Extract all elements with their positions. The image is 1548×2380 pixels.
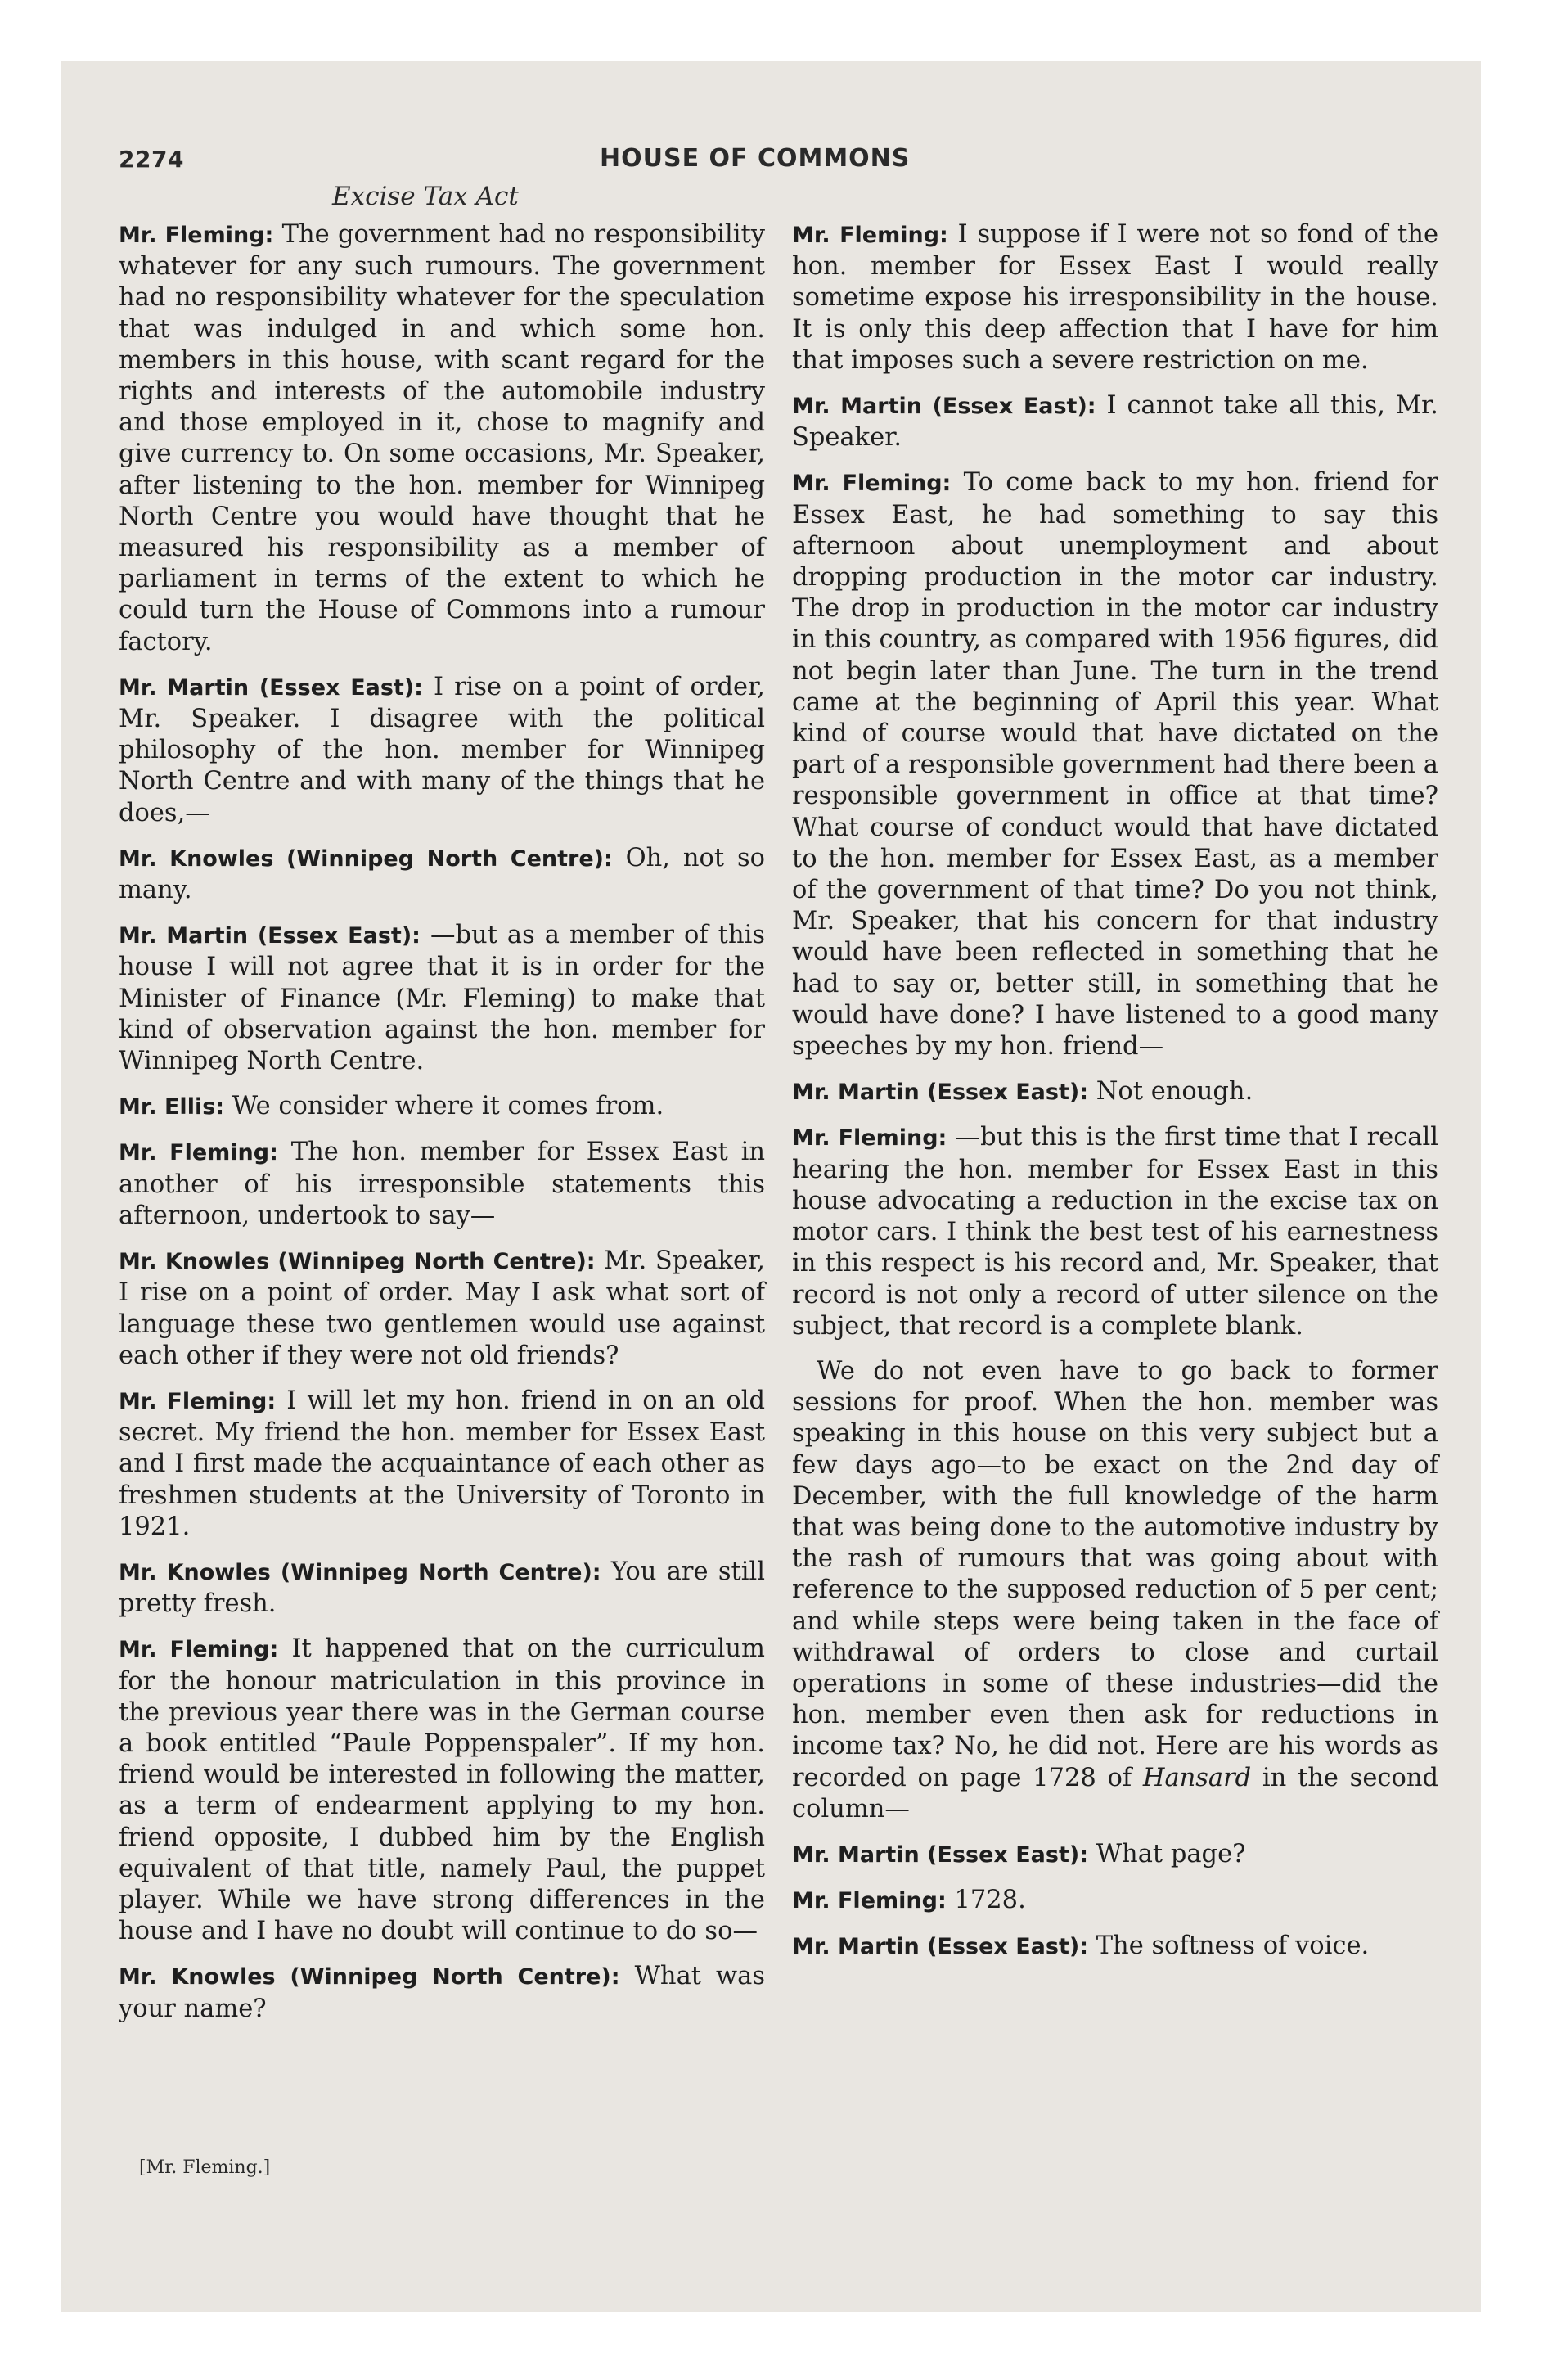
speaker-name: Mr. Fleming: <box>792 1888 947 1914</box>
speech-text: The government had no responsibility whatever for any such rumours. The government had no responsibility whatever for the speculation that was indulged in and which some hon. members in this house, with scant regard for the rights and interests of the automobile industry and those employed in it, chose to magnify and give currency to. On some occasions, Mr. Speaker, after listening to the hon. member for Winnipeg North Centre you would have thought that he measured his responsibility as a member of parliament in terms of the extent to which he could turn the House of Commons into a rumour factory. <box>119 220 765 656</box>
speech-text: I suppose if I were not so fond of the hon. member for Essex East I would really sometime expose his irresponsibility in the house. It is only this deep affection that I have for him that imposes such a severe restriction on me. <box>792 220 1438 375</box>
paragraph <box>119 1634 765 1947</box>
speaker-name: Mr. Fleming: <box>119 223 274 248</box>
paragraph <box>119 1091 765 1123</box>
paragraph <box>792 1356 1438 1825</box>
speech-text: —but this is the first time that I recall hearing the hon. member for Essex East in this house advocating a reduction in the excise tax on motor cars. I think the best test of his earnestness in this respect is his record and, Mr. Speaker, that record is not only a record of utter silence on the subject, that record is a complete blank. <box>792 1123 1438 1341</box>
paragraph <box>792 1839 1438 1871</box>
speech-text: We do not even have to go back to former sessions for proof. When the hon. member was speaking in this house on this very subject but a few days ago—to be exact on the 2nd day of December, with the full knowledge of the harm that was being done to the automotive industry by the rash of rumours that was going about with reference to the supposed reduction of 5 per cent; and while steps were being taken in the face of withdrawal of orders to close and curtail operations in some of these industries—did the hon. member even then ask for reductions in income tax? No, he did not. Here are his words as recorded on page 1728 of <box>792 1356 1438 1792</box>
speaker-name: Mr. Fleming: <box>119 1637 279 1663</box>
paragraph <box>119 843 765 906</box>
paragraph <box>792 390 1438 453</box>
speaker-name: Mr. Martin (Essex East): <box>792 1841 1089 1868</box>
speaker-name: Mr. Martin (Essex East): <box>792 394 1096 420</box>
paragraph <box>792 1885 1438 1917</box>
speaker-name: Mr. Fleming: <box>792 223 948 248</box>
speech-text: I rise on a point of order, Mr. Speaker. I disagree with the political philosophy of the hon. member for Winnipeg North Centre and with many of the things that he does,— <box>119 672 765 827</box>
speaker-name: Mr. Martin (Essex East): <box>119 674 423 701</box>
speech-text: Mr. Speaker, I rise on a point of order. May I ask what sort of language these two gentlemen would use against each other if they were not old friends? <box>119 1246 766 1370</box>
speaker-name: Mr. Martin (Essex East): <box>792 1080 1089 1106</box>
running-head: HOUSE OF COMMONS <box>600 144 911 173</box>
speech-text: The hon. member for Essex East in another of his irresponsible statements this afternoon, undertook to say— <box>119 1138 765 1230</box>
hansard-title: Hansard <box>1142 1763 1252 1792</box>
speaker-name: Mr. Fleming: <box>792 1125 947 1152</box>
speech-text: 1728. <box>946 1886 1026 1915</box>
paragraph <box>119 1557 765 1620</box>
speaker-name: Mr. Knowles (Winnipeg North Centre): <box>119 1249 596 1275</box>
speech-text: Oh, not so many. <box>119 843 765 905</box>
paragraph <box>119 1137 765 1232</box>
paragraph <box>792 1076 1438 1108</box>
paragraph <box>792 219 1438 376</box>
paragraph <box>119 1961 765 2024</box>
speaker-name: Mr. Ellis: <box>119 1094 225 1120</box>
paragraph <box>119 1386 765 1543</box>
speech-text: To come back to my hon. friend for Essex East, he had something to say this afternoon about unemployment and about dropping production in the motor car industry. The drop in production in the motor car industry in this country, as compared with 1956 figures, did not begin later than June. The turn in the trend came at the beginning of April this year. What kind of course would that have dictated on the part of a responsible government had there been a responsible government in office at that time? What course of conduct would that have dictated to the hon. member for Essex East, as a member of the government of that time? Do you not think, Mr. Speaker, that his concern for that industry would have been reflected in something that he had to say or, better still, in something that he would have done? I have listened to a good many speeches by my hon. friend— <box>792 468 1438 1062</box>
speech-text: You are still pretty fresh. <box>119 1557 766 1619</box>
speaker-name: Mr. Martin (Essex East): <box>119 923 421 949</box>
speaker-name: Mr. Fleming: <box>119 1388 277 1414</box>
speech-text: I will let my hon. friend in on an old secret. My friend the hon. member for Essex East and I first made the acquaintance of each other as freshmen students at the University of Toronto in 1921. <box>119 1386 765 1541</box>
speech-text: in the second column— <box>792 1763 1438 1823</box>
speech-text: It happened that on the curriculum for the honour matriculation in this province in the previous year there was in the German course a book entitled “Paule Poppenspaler”. If my hon. friend would be interested in following the matter, as a term of endearment applying to my hon. friend opposite, I dubbed him by the English equivalent of that title, namely Paul, the puppet player. While we have strong differences in the house and I have no doubt will continue to do so— <box>119 1634 765 1946</box>
speaker-name: Mr. Martin (Essex East): <box>792 1934 1089 1960</box>
speaker-name: Mr. Knowles (Winnipeg North Centre): <box>119 845 613 872</box>
speech-text: What page? <box>1088 1839 1246 1868</box>
speaker-name: Mr. Knowles (Winnipeg North Centre): <box>119 1964 620 1990</box>
subject-heading: Excise Tax Act <box>332 182 519 211</box>
speaker-name: Mr. Fleming: <box>792 471 952 497</box>
paragraph <box>792 467 1438 1062</box>
left-column <box>119 219 765 2039</box>
speaker-name: Mr. Knowles (Winnipeg North Centre): <box>119 1559 601 1585</box>
speech-text: The softness of voice. <box>1088 1931 1370 1961</box>
paragraph <box>119 1246 765 1372</box>
speech-text: I cannot take all this, Mr. Speaker. <box>792 391 1438 453</box>
speech-text: What was your name? <box>119 1962 765 2023</box>
footnote: [Mr. Fleming.] <box>139 2157 271 2178</box>
speech-text: —but as a member of this house I will not agree that it is in order for the Minister of Finance (Mr. Fleming) to make that kind of observation against the hon. member for Winnipeg North Centre. <box>119 921 765 1076</box>
paragraph <box>792 1122 1438 1341</box>
paragraph <box>119 672 765 829</box>
paragraph <box>119 219 765 658</box>
paragraph <box>119 920 765 1077</box>
page-number: 2274 <box>119 146 184 173</box>
right-column <box>792 219 1438 1977</box>
speaker-name: Mr. Fleming: <box>119 1140 278 1166</box>
speech-text: Not enough. <box>1088 1077 1253 1107</box>
speech-text: We consider where it comes from. <box>224 1092 664 1121</box>
paragraph <box>792 1931 1438 1963</box>
